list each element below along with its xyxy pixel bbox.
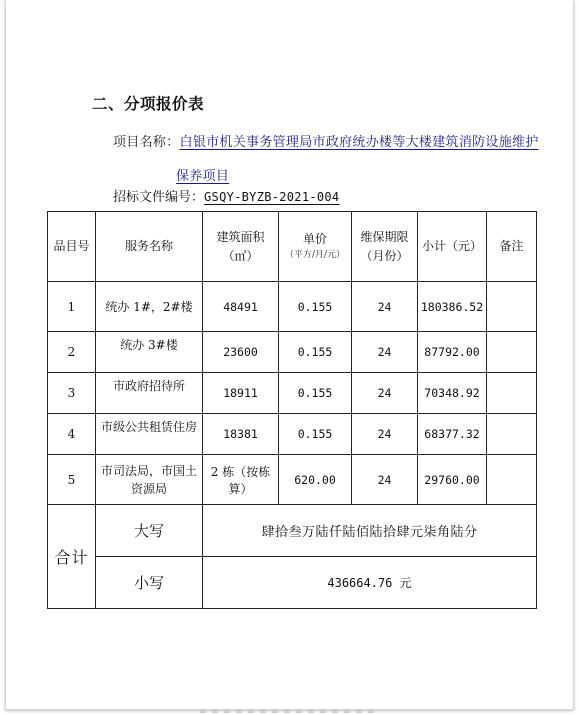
table-row	[48, 373, 537, 414]
total-upper-row	[48, 505, 537, 557]
cell-area: 2 栋（按栋算）	[203, 455, 279, 505]
header-price-line1: 单价	[302, 232, 327, 247]
total-lower-value: 436664.76 元	[203, 557, 537, 609]
header-subtotal: 小计（元）	[418, 212, 487, 282]
total-upper-value: 肆拾叁万陆仟陆佰陆拾肆元柒角陆分	[203, 505, 537, 557]
cell-remark	[487, 332, 537, 373]
header-price-line2: （平方/月/元）	[284, 249, 346, 260]
header-period-line2: （月份）	[360, 248, 409, 263]
cell-no: 5	[48, 455, 96, 505]
cell-remark	[487, 282, 537, 332]
cell-area: 23600	[203, 332, 279, 373]
cell-period: 24	[352, 455, 418, 505]
project-name-value: 白银市机关事务管理局市政府统办楼等大楼建筑消防设施维护	[179, 135, 539, 150]
cell-period: 24	[352, 373, 418, 414]
header-service-name: 服务名称	[96, 212, 203, 282]
tender-number-label: 招标文件编号：	[113, 190, 205, 205]
tender-number-value: GSQY-BYZB-2021-004	[204, 190, 340, 204]
cell-period: 24	[352, 332, 418, 373]
header-area	[203, 212, 279, 282]
cell-service: 统办 1#，2#楼	[96, 282, 203, 332]
header-area-line1: 建筑面积	[216, 229, 265, 244]
header-remark: 备注	[487, 212, 537, 282]
total-lower-row	[48, 557, 537, 609]
table-row	[48, 414, 537, 455]
cell-remark	[487, 373, 537, 414]
cell-price: 0.155	[279, 282, 352, 332]
table-header-row	[48, 212, 537, 282]
cell-subtotal: 87792.00	[418, 332, 487, 373]
cell-service: 市司法局，市国土资源局	[96, 455, 203, 505]
cell-period: 24	[352, 414, 418, 455]
cell-area: 48491	[203, 282, 279, 332]
cell-price: 0.155	[279, 373, 352, 414]
section-title: 二、分项报价表	[92, 95, 205, 113]
table-row	[48, 332, 537, 373]
cell-remark	[487, 455, 537, 505]
header-period-line1: 维保期限	[360, 229, 409, 244]
tender-number-line	[113, 186, 339, 205]
table-row	[48, 455, 537, 505]
cell-no: 3	[48, 373, 96, 414]
project-name-label: 项目名称：	[113, 135, 180, 150]
cell-price: 0.155	[279, 414, 352, 455]
cell-area: 18381	[203, 414, 279, 455]
cell-no: 4	[48, 414, 96, 455]
header-item-no: 品目号	[48, 212, 96, 282]
project-name-value-continued: 保养项目	[176, 169, 230, 184]
header-unit-price	[279, 212, 352, 282]
cell-no: 1	[48, 282, 96, 332]
cell-service: 市政府招待所	[96, 373, 203, 414]
cell-remark	[487, 414, 537, 455]
cell-price: 0.155	[279, 332, 352, 373]
cell-service: 市级公共租赁住房	[96, 414, 203, 455]
header-period	[352, 212, 418, 282]
header-area-line2: （㎡）	[222, 248, 259, 263]
quote-table	[47, 211, 537, 609]
cell-subtotal: 180386.52	[418, 282, 487, 332]
table-row	[48, 282, 537, 332]
cell-price: 620.00	[279, 455, 352, 505]
cell-subtotal: 70348.92	[418, 373, 487, 414]
project-name-line	[113, 131, 539, 150]
cell-no: 2	[48, 332, 96, 373]
cell-period: 24	[352, 282, 418, 332]
total-upper-label: 大写	[96, 505, 203, 557]
cell-subtotal: 68377.32	[418, 414, 487, 455]
cell-subtotal: 29760.00	[418, 455, 487, 505]
page-bottom-edge	[200, 709, 380, 713]
cell-area: 18911	[203, 373, 279, 414]
total-lower-label: 小写	[96, 557, 203, 609]
total-label: 合计	[48, 505, 96, 609]
cell-service: 统办 3#楼	[96, 332, 203, 373]
